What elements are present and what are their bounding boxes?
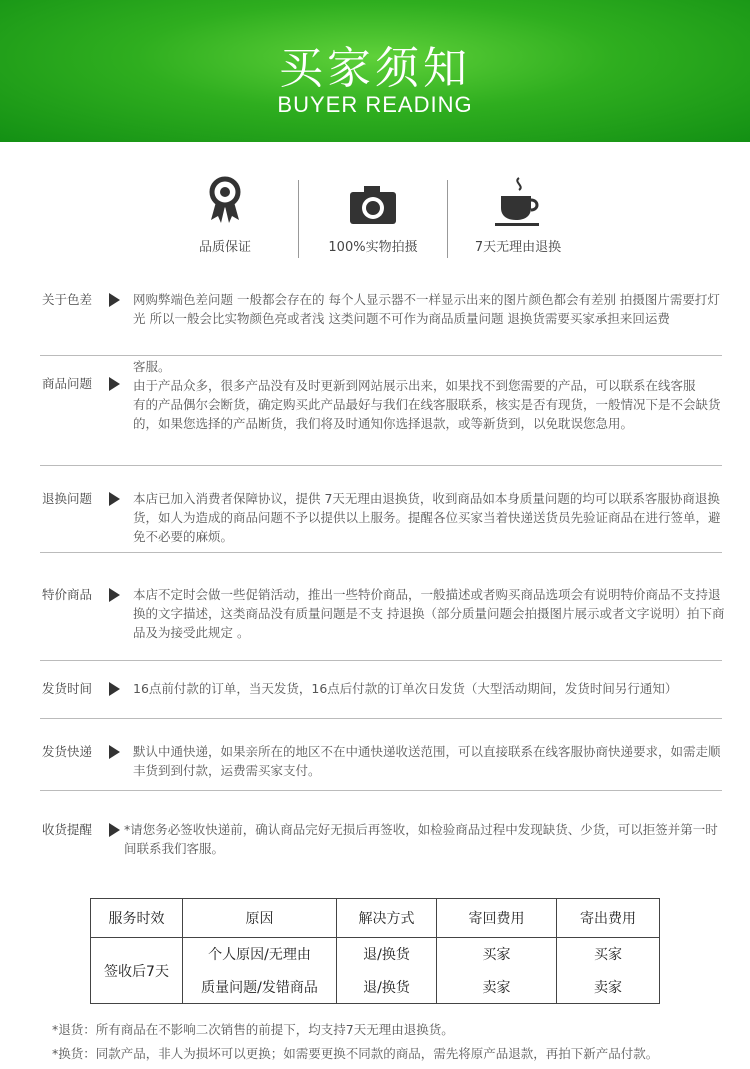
divider bbox=[40, 465, 722, 466]
header-banner bbox=[0, 0, 750, 142]
divider bbox=[40, 790, 722, 791]
return-note: *退货：所有商品在不影响二次销售的前提下，均支持7天无理由退换货。 bbox=[52, 1022, 454, 1037]
feature-label: 品质保证 bbox=[198, 240, 251, 255]
section-label: 收货提醒 bbox=[42, 822, 93, 837]
section-label: 关于色差 bbox=[42, 292, 93, 307]
table-cell: 买家 bbox=[557, 938, 660, 971]
arrow-icon bbox=[109, 588, 120, 602]
section-text: 默认中通快递，如果亲所在的地区不在中通快递收送范围，可以直接联系在线客服协商快递要求，如需走顺丰货到到付款，运费需买家支付。 bbox=[133, 744, 721, 778]
section-text: *请您务必签收快递前，确认商品完好无损后再签收，如检验商品过程中发现缺货、少货，可以拒签并第一时间联系我们客服。 bbox=[124, 822, 718, 856]
table-header: 原因 bbox=[183, 899, 337, 938]
text-line: 有的产品偶尔会断货，确定购买此产品最好与我们在线客服联系，核实是否有现货，一般情况下是不会缺货的，如果您选择的产品断货，我们将及时通知你选择退款，或等新货到，以免耽误您急用。 bbox=[133, 397, 721, 431]
table-header: 服务时效 bbox=[91, 899, 183, 938]
feature-return bbox=[443, 176, 593, 255]
table-header: 寄回费用 bbox=[437, 899, 557, 938]
divider bbox=[40, 660, 722, 661]
arrow-icon bbox=[109, 293, 120, 307]
section-label: 发货快递 bbox=[42, 744, 93, 759]
section-text bbox=[133, 357, 725, 433]
section-text: 网购弊端色差问题 一般都会存在的 每个人显示器不一样显示出来的图片颜色都会有差别 拍摄图片需要打灯光 所以一般会比实物颜色亮或者浅 这类问题不可作为商品质量问题 退换货需要买家承担来回运费 bbox=[133, 292, 720, 326]
section-label: 退换问题 bbox=[42, 491, 93, 506]
award-ribbon-icon bbox=[205, 176, 245, 228]
table-cell: 质量问题/发错商品 bbox=[183, 971, 337, 1004]
table-cell: 退/换货 bbox=[337, 938, 437, 971]
divider bbox=[40, 552, 722, 553]
arrow-icon bbox=[109, 682, 120, 696]
feature-label: 7天无理由退换 bbox=[474, 240, 562, 255]
arrow-icon bbox=[109, 745, 120, 759]
divider bbox=[40, 718, 722, 719]
service-table bbox=[90, 898, 660, 1004]
table-row bbox=[91, 938, 660, 971]
exchange-note: *换货：同款产品，非人为损坏可以更换；如需要更换不同款的商品，需先将原产品退款，再拍下新产品付款。 bbox=[52, 1046, 659, 1061]
section-text: 本店已加入消费者保障协议，提供 7天无理由退换货，收到商品如本身质量问题的均可以联系客服协商退换货，如人为造成的商品问题不予以提供以上服务。提醒各位买家当着快递送货员先验证商品在进行签单，避免不必要的麻烦。 bbox=[133, 491, 721, 544]
table-header: 解决方式 bbox=[337, 899, 437, 938]
text-line: 由于产品众多，很多产品没有及时更新到网站展示出来，如果找不到您需要的产品，可以联系在线客服 bbox=[133, 378, 696, 393]
text-line: 客服。 bbox=[133, 359, 171, 374]
section-text: 16点前付款的订单，当天发货，16点后付款的订单次日发货（大型活动期间，发货时间另行通知） bbox=[133, 681, 678, 696]
section-label: 商品问题 bbox=[42, 376, 93, 391]
table-cell: 卖家 bbox=[557, 971, 660, 1004]
table-cell: 卖家 bbox=[437, 971, 557, 1004]
feature-label: 100%实物拍摄 bbox=[328, 240, 418, 255]
table-header: 寄出费用 bbox=[557, 899, 660, 938]
page-title: 买家须知 bbox=[279, 43, 471, 94]
page-subtitle: BUYER READING bbox=[277, 92, 473, 117]
feature-quality bbox=[150, 176, 300, 255]
table-header-row bbox=[91, 899, 660, 938]
divider bbox=[40, 355, 722, 356]
section-label: 特价商品 bbox=[42, 587, 93, 602]
arrow-icon bbox=[109, 823, 120, 837]
table-cell: 签收后7天 bbox=[91, 938, 183, 1004]
section-label: 发货时间 bbox=[42, 681, 93, 696]
arrow-icon bbox=[109, 492, 120, 506]
table-cell: 买家 bbox=[437, 938, 557, 971]
section-text: 本店不定时会做一些促销活动，推出一些特价商品，一般描述或者购买商品选项会有说明特价商品不支持退换的文字描述，这类商品没有质量问题是不支 持退换（部分质量问题会拍摄图片展示或者文字说明）拍下商品及为接受此规定 。 bbox=[133, 587, 725, 640]
camera-icon bbox=[348, 176, 398, 228]
coffee-cup-icon bbox=[493, 176, 543, 228]
arrow-icon bbox=[109, 377, 120, 391]
table-cell: 退/换货 bbox=[337, 971, 437, 1004]
feature-photo bbox=[298, 176, 448, 255]
table-cell: 个人原因/无理由 bbox=[183, 938, 337, 971]
